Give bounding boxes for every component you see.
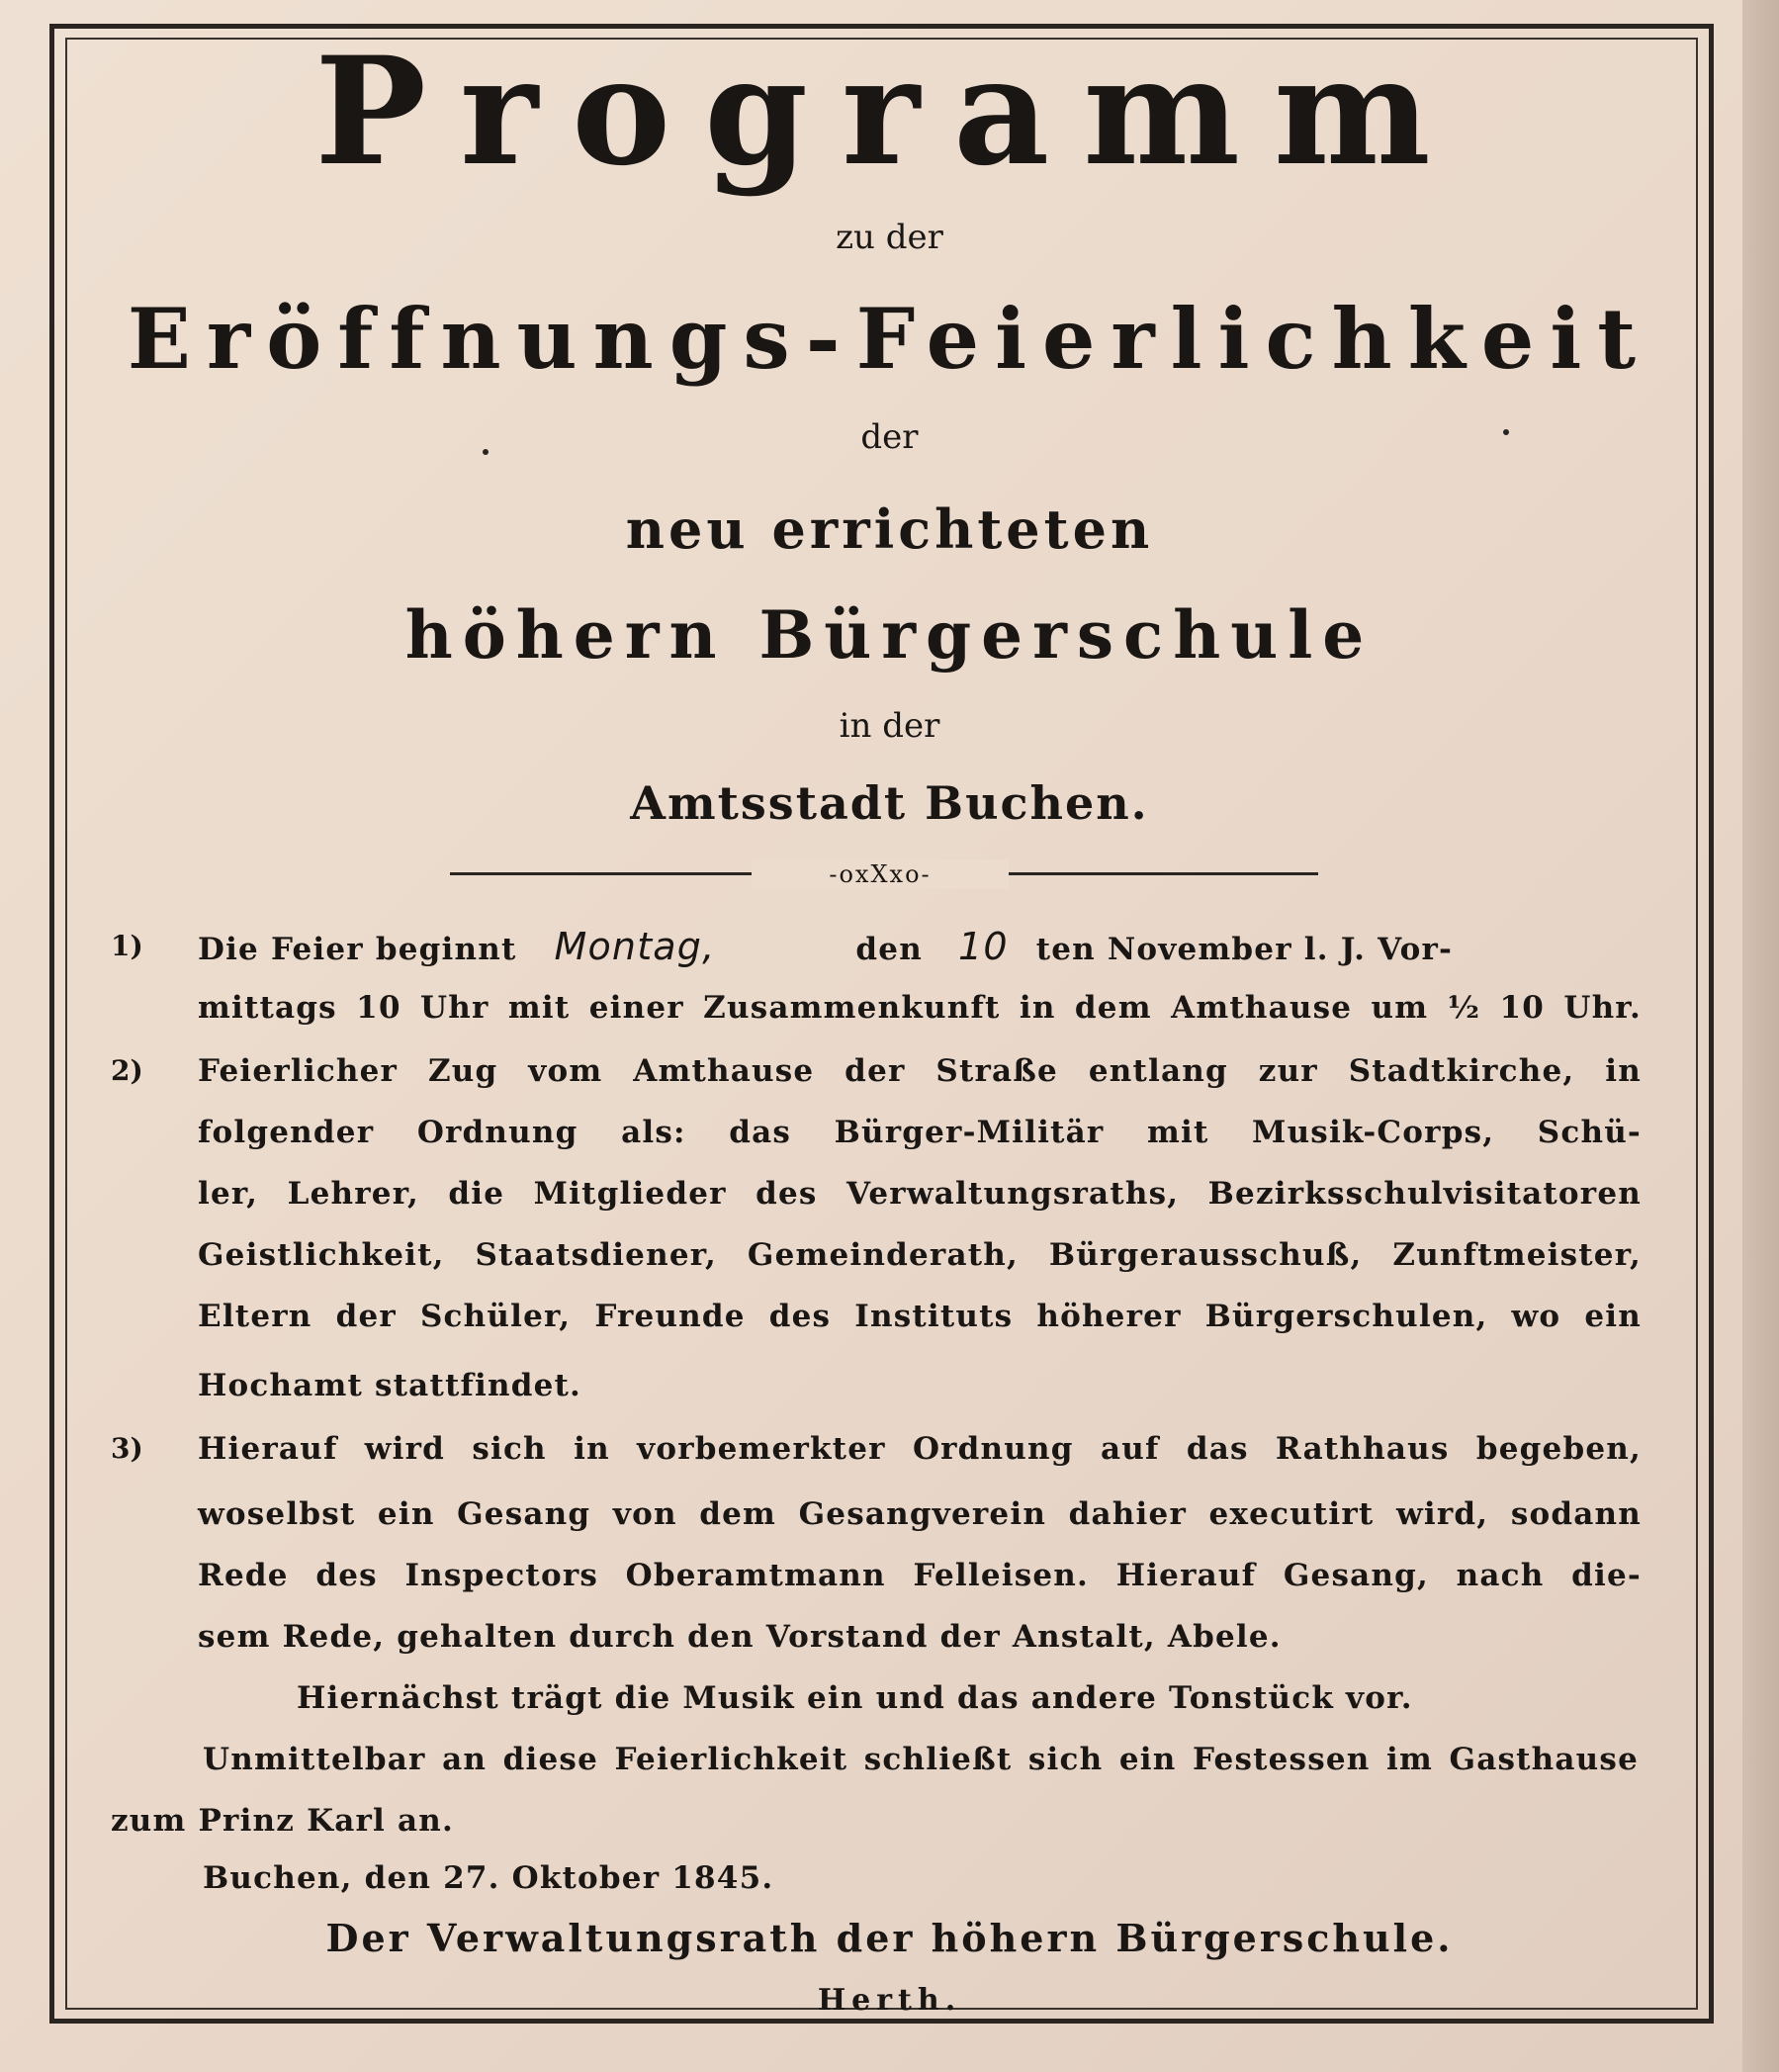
item-3-line-1: Hierauf wird sich in vorbemerkter Ordnung auf das Rathhaus begeben, [198,1431,1642,1467]
event-heading: Eröffnungs-Feierlichkeit [127,290,1652,388]
item-2-line-6: Hochamt stattfindet. [198,1368,582,1403]
date-line: Buchen, den 27. Oktober 1845. [203,1860,774,1896]
subtitle-in-der: in der [839,706,940,746]
document-title: Programm [314,25,1465,199]
signature-name: Herth. [817,1983,962,2018]
item-1-line-2: mittags 10 Uhr mit einer Zusammenkunft in dem Amthause um ½ 10 Uhr. [198,990,1642,1026]
ornament-center: -oxXxo- [752,859,1009,889]
item-2-line-1: Feierlicher Zug vom Amthause der Straße entlang zur Stadtkirche, in [198,1053,1642,1089]
item-1-line-1 [198,916,1642,980]
item-3-line-3: Rede des Inspectors Oberamtmann Felleisen. Hierauf Gesang, nach die- [198,1558,1642,1593]
item-number: 3) [111,1432,143,1465]
town-heading: Amtsstadt Buchen. [630,776,1149,830]
item-2-line-4: Geistlichkeit, Staatsdiener, Gemeinderath, Bürgerausschuß, Zunftmeister, [198,1237,1642,1273]
item-number: 1) [111,930,143,962]
subtitle-der: der [860,417,919,457]
school-heading: höhern Bürgerschule [404,596,1375,674]
item-2-line-5: Eltern der Schüler, Freunde des Instituts höherer Bürgerschulen, wo ein [198,1299,1642,1334]
signature-organization: Der Verwaltungsrath der höhern Bürgerschule. [325,1916,1454,1960]
item-1-lead: Die Feier beginnt [198,932,517,967]
subtitle-neu-errichteten: neu errichteten [625,497,1154,561]
closing-line-1: Hiernächst trägt die Musik ein und das andere Tonstück vor. [297,1680,1413,1716]
handwritten-weekday: Montag, [554,925,716,968]
item-number: 2) [111,1054,143,1087]
handwritten-day: 10 [957,925,1009,968]
item-3-line-4: sem Rede, gehalten durch den Vorstand der Anstalt, Abele. [198,1619,1282,1655]
item-3-line-2: woselbst ein Gesang von dem Gesangverein dahier executirt wird, sodann [198,1496,1642,1532]
item-2-line-3: ler, Lehrer, die Mitglieder des Verwaltungsraths, Bezirksschulvisitatoren [198,1176,1642,1212]
closing-line-2: Unmittelbar an diese Feierlichkeit schließt sich ein Festessen im Gasthause [203,1742,1639,1777]
item-2-line-2: folgender Ordnung als: das Bürger-Militär mit Musik-Corps, Schü- [198,1115,1642,1150]
closing-line-3: zum Prinz Karl an. [111,1803,455,1839]
item-1-den: den [855,932,923,967]
item-1-rest: ten November l. J. Vor- [1035,932,1454,967]
subtitle-zu-der: zu der [836,218,943,257]
